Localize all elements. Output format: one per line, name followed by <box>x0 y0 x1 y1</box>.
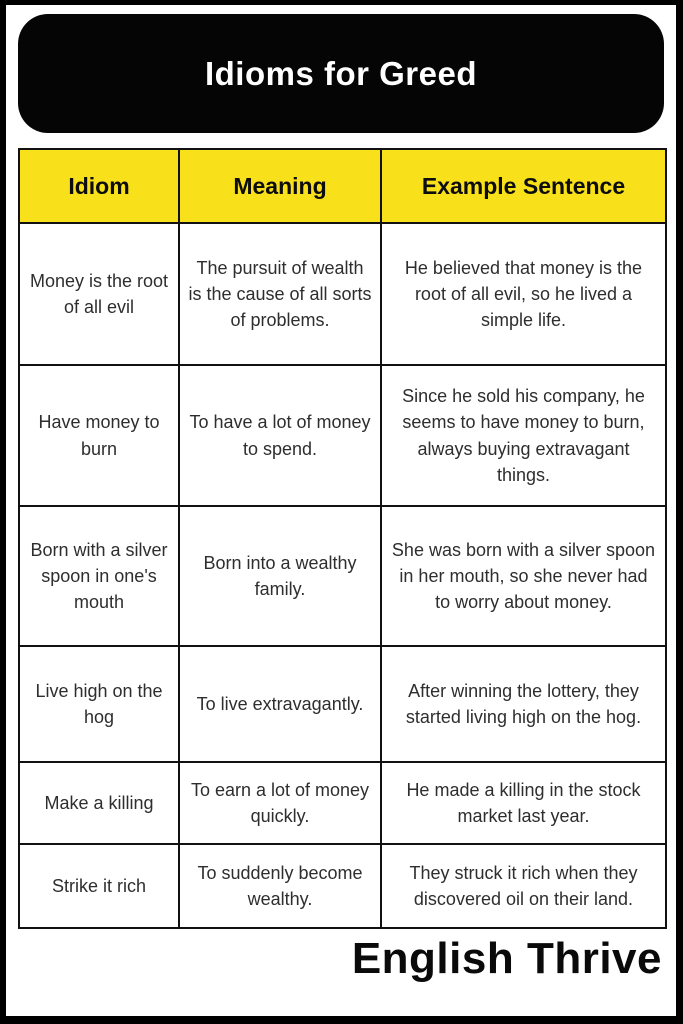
meaning-cell: The pursuit of wealth is the cause of all sorts of problems. <box>179 223 381 365</box>
table-row <box>19 506 666 646</box>
table-row <box>19 365 666 506</box>
title-card <box>18 14 664 133</box>
page-title: Idioms for Greed <box>204 54 478 92</box>
header-example-sentence: Example Sentence <box>381 149 666 223</box>
meaning-cell: To earn a lot of money quickly. <box>179 762 381 844</box>
meaning-cell: Born into a wealthy family. <box>179 506 381 646</box>
example-cell: He made a killing in the stock market last year. <box>381 762 666 844</box>
meaning-cell: To live extravagantly. <box>179 646 381 762</box>
brand-watermark: English Thrive <box>351 934 662 983</box>
example-cell: Since he sold his company, he seems to have money to burn, always buying extravagant things. <box>381 365 666 506</box>
idiom-cell: Strike it rich <box>19 844 179 928</box>
idiom-cell: Have money to burn <box>19 365 179 506</box>
table-row <box>19 844 666 928</box>
header-row <box>19 149 666 223</box>
idiom-cell: Make a killing <box>19 762 179 844</box>
idioms-table <box>18 148 667 929</box>
meaning-cell: To have a lot of money to spend. <box>179 365 381 506</box>
meaning-cell: To suddenly become wealthy. <box>179 844 381 928</box>
table-header <box>19 149 666 223</box>
example-cell: She was born with a silver spoon in her mouth, so she never had to worry about money. <box>381 506 666 646</box>
table-row <box>19 762 666 844</box>
table-row <box>19 646 666 762</box>
page-background <box>6 5 676 1016</box>
example-cell: He believed that money is the root of all evil, so he lived a simple life. <box>381 223 666 365</box>
example-cell: After winning the lottery, they started living high on the hog. <box>381 646 666 762</box>
example-cell: They struck it rich when they discovered oil on their land. <box>381 844 666 928</box>
table-body <box>19 223 666 928</box>
header-meaning: Meaning <box>179 149 381 223</box>
header-idiom: Idiom <box>19 149 179 223</box>
idiom-cell: Money is the root of all evil <box>19 223 179 365</box>
idiom-cell: Live high on the hog <box>19 646 179 762</box>
table-row <box>19 223 666 365</box>
idiom-cell: Born with a silver spoon in one's mouth <box>19 506 179 646</box>
